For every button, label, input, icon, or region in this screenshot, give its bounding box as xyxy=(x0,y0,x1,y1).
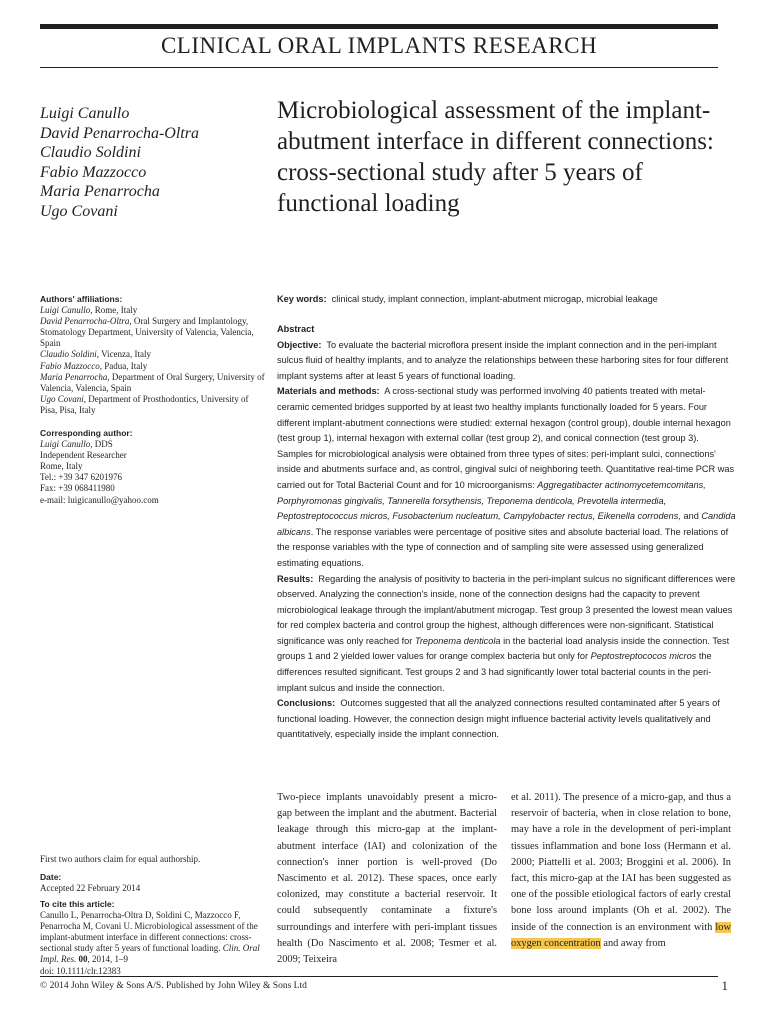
body-column-1: Two-piece implants unavoidably present a micro-gap between the implant and the abutment. Bacterial leakage through this micro-gap at the implant-abutment interface (IAI) and colonization of the connection's inner portion is well-proved (Do Nascimento et al. 2012). These spaces, once early colonized, may constitute a bacterial reservoir. It could subsequently contaminate a fixture's surroundings and interfere with peri-implant tissues health (Do Nascimento et al. 2008; Tesmer et al. 2009; Teixeira xyxy=(277,792,497,966)
keywords: Key words: clinical study, implant connection, implant-abutment microgap, microbial leakage xyxy=(277,294,658,304)
abstract-results: Results: Regarding the analysis of positivity to bacteria in the peri-implant sulcus no significant differences were observed. Analyzing the connection's inside, none of the connection designs had the capacity to prevent microbiological leakage through the implant/abutment microgap. Test group 3 presented the lowest mean values for red complex bacteria and control group the highest, although differences were non-significant. Statistical significance was only reached for Treponema denticola in the bacterial load analysis inside the connection. Test groups 1 and 2 yielded lower values for orange complex bacteria but only for Peptostreptococos micros the differences resulted significant. Test groups 2 and 3 had significantly lower total bacterial counts in the peri-implant sulcus and inside the connection. xyxy=(277,573,736,693)
corresponding-line: Rome, Italy xyxy=(40,461,83,472)
corresponding-line: Tel.: +39 347 6201976 xyxy=(40,472,122,483)
journal-rule xyxy=(40,67,718,68)
affiliation-line: Claudio Soldini, Vicenza, Italy xyxy=(40,349,152,360)
page-number: 1 xyxy=(721,978,728,993)
abstract-methods: Materials and methods: A cross-sectional study was performed involving 40 patients treated with metal-ceramic cemented bridges supported by at least two healthy implants functionally loaded for 5 years. Four different implant-abutment connections were studied: external hexagon (control group), double internal hexagon (test group 1), internal hexagon with external collar (test group 2), and conical connection (test group 3). Samples for microbiological analysis were obtained from three types of sites: peri-implant sulci, connections' inside and abutments surface and, as control, gingival sulci of neighboring teeth. Quantitative real-time PCR was carried out for Total Bacterial Count and for 10 microorganisms: Aggregatibacter actinomycetemcomitans, Porphyromonas gingivalis, Tannerella forsythensis, Treponema denticola, Prevotella intermedia, Peptostreptococcus micros, Fusobacterium nucleatum, Campylobacter rectus, Eikenella corrodens, and Candida albicans. The response variables were percentage of positive sites and absolute bacterial load. The relations of the response variables with the type of connection and of sampling site were assessed using generalized estimating equations. xyxy=(277,386,736,568)
corresponding-label: Corresponding author: xyxy=(40,428,133,438)
author-name: Luigi Canullo xyxy=(40,105,130,122)
corresponding-author xyxy=(40,428,265,506)
copyright-footer: © 2014 John Wiley & Sons A/S. Published by John Wiley & Sons Ltd xyxy=(40,981,307,991)
date-text: Accepted 22 February 2014 xyxy=(40,883,141,894)
corresponding-line: Fax: +39 068411980 xyxy=(40,483,115,494)
abstract xyxy=(277,322,737,743)
author-name: Claudio Soldini xyxy=(40,144,141,161)
author-name: David Penarrocha-Oltra xyxy=(40,124,199,142)
author-name: Maria Penarrocha xyxy=(40,183,160,200)
citation-text: Canullo L, Penarrocha-Oltra D, Soldini C, Mazzocco F, Penarrocha M, Covani U. Microbiological assessment of the implant-abutment interface in different connections: cross-sectional study after 5 years of functional loading. Clin. Oral Impl. Res. 00, 2014, 1–9 xyxy=(40,910,260,965)
corresponding-line: Independent Researcher xyxy=(40,450,127,461)
affiliations xyxy=(40,294,265,416)
article-title: Microbiological assessment of the implant-abutment interface in different connections: cross-sectional study after 5 years of functional loading xyxy=(277,97,714,217)
date-label: Date: xyxy=(40,872,62,882)
author-name: Ugo Covani xyxy=(40,202,118,220)
highlighted-text: low oxygen concentration xyxy=(511,921,731,949)
top-rule xyxy=(40,24,718,29)
abstract-heading: Abstract xyxy=(277,324,315,334)
date-block xyxy=(40,872,265,894)
citation-block xyxy=(40,899,265,977)
abstract-conclusions: Conclusions: Outcomes suggested that all the analyzed connections resulted contaminated after 5 years of functional loading. However, the connection design might influence bacterial activity levels qualitatively and quantitatively, especially inside the implant connection. xyxy=(277,698,720,740)
affiliations-label: Authors' affiliations: xyxy=(40,294,123,304)
citation-doi[interactable]: doi: 10.1111/clr.12383 xyxy=(40,965,121,976)
corresponding-name: Luigi Canullo, DDS xyxy=(40,439,113,450)
footer-rule xyxy=(40,976,718,977)
affiliation-line: Maria Penarrocha, Department of Oral Surgery, University of Valencia, Valencia, Spain xyxy=(40,371,265,393)
affiliation-line: Ugo Covani, Department of Prosthodontics, University of Pisa, Pisa, Italy xyxy=(40,393,249,415)
equal-authorship-note: First two authors claim for equal authorship. xyxy=(40,854,201,864)
abstract-objective: Objective: To evaluate the bacterial microflora present inside the implant connection and in the peri-implant sulcus fluid of healthy implants, and to analyze the relationships between these harboring sites for four different implant systems after at least 5 years of functional loading. xyxy=(277,339,729,381)
author-list xyxy=(40,104,199,221)
journal-name: CLINICAL ORAL IMPLANTS RESEARCH xyxy=(160,33,598,58)
body-column-2: et al. 2011). The presence of a micro-gap, and thus a reservoir of bacteria, when in close relation to bone, may have a role in the development of peri-implant tissues inflammation and bone loss (Hermann et al. 2000; Piattelli et al. 2003; Broggini et al. 2006). In fact, this micro-gap at the IAI has been suggested as one of the possible etiological factors of early crestal bone loss around implants (Oh et al. 2002). The inside of the connection is an environment with low oxygen concentration and away from xyxy=(511,792,731,949)
affiliation-line: Luigi Canullo, Rome, Italy xyxy=(40,305,138,316)
citation-label: To cite this article: xyxy=(40,899,115,909)
author-name: Fabio Mazzocco xyxy=(40,163,147,181)
corresponding-email[interactable]: e-mail: luigicanullo@yahoo.com xyxy=(40,494,159,505)
affiliation-line: David Penarrocha-Oltra, Oral Surgery and Implantology, Stomatology Department, University of Valencia, Valencia, Spain xyxy=(40,316,254,349)
affiliation-line: Fabio Mazzocco, Padua, Italy xyxy=(40,360,148,371)
